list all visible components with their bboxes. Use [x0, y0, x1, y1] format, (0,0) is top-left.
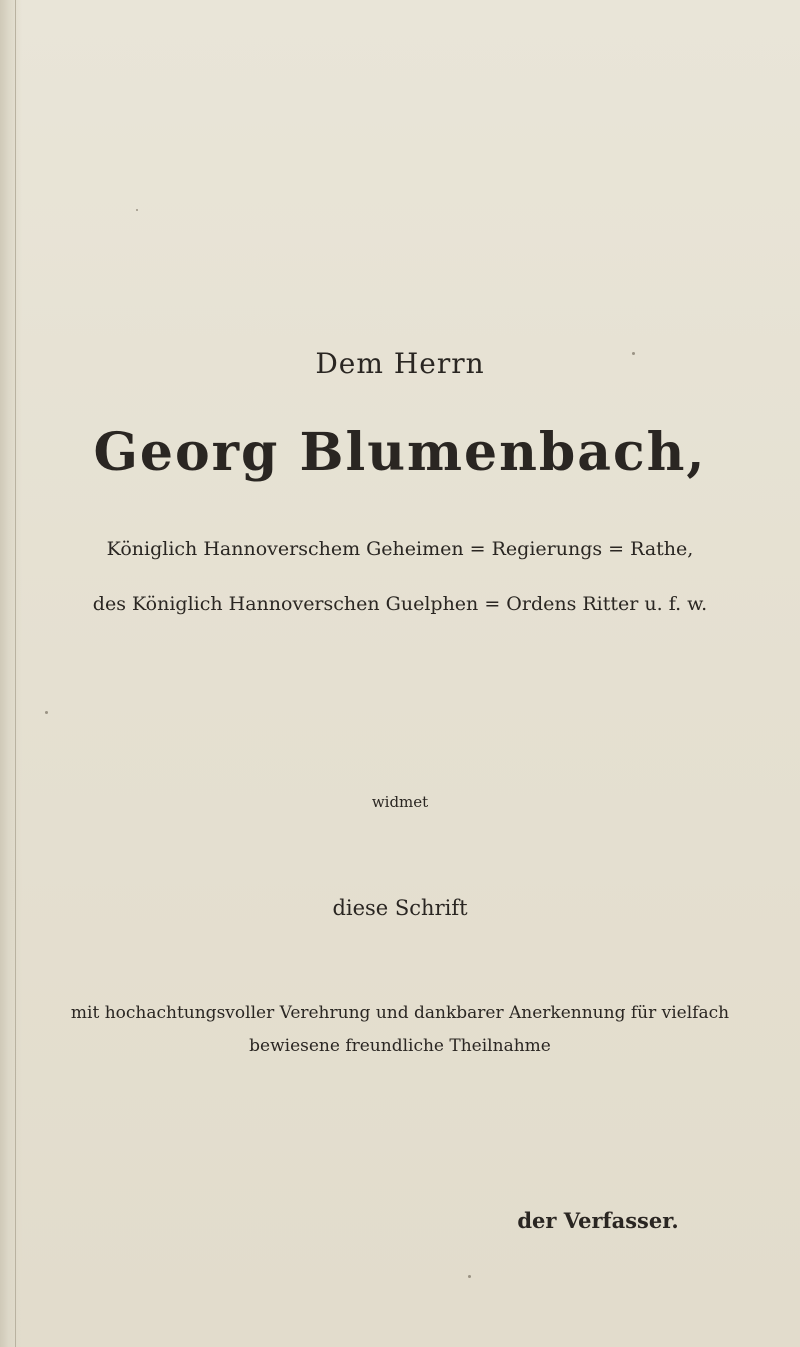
dedicated-work: diese Schrift	[332, 896, 468, 920]
paper-speck	[468, 1275, 471, 1278]
page-gutter-shadow	[0, 0, 22, 1347]
dedicatee-title-line-2: des Königlich Hannoverschen Guelphen = Ordens Ritter u. f. w.	[92, 593, 708, 615]
salutation: Dem Herrn	[315, 347, 485, 380]
page-edge-line	[15, 0, 16, 1347]
dedicatee-name: Georg Blumenbach,	[93, 422, 707, 483]
dedication-verb: widmet	[371, 793, 429, 811]
paper-speck	[45, 711, 48, 714]
paper-speck	[136, 209, 138, 211]
dedication-text-line-1: mit hochachtungsvoller Verehrung und dankbarer Anerkennung für vielfach	[70, 1003, 730, 1023]
author-signature: der Verfasser.	[517, 1208, 679, 1233]
dedication-text-line-2: bewiesene freundliche Theilnahme	[249, 1036, 551, 1056]
paper-speck	[632, 352, 635, 355]
dedicatee-title-line-1: Königlich Hannoverschem Geheimen = Regierungs = Rathe,	[106, 538, 694, 560]
